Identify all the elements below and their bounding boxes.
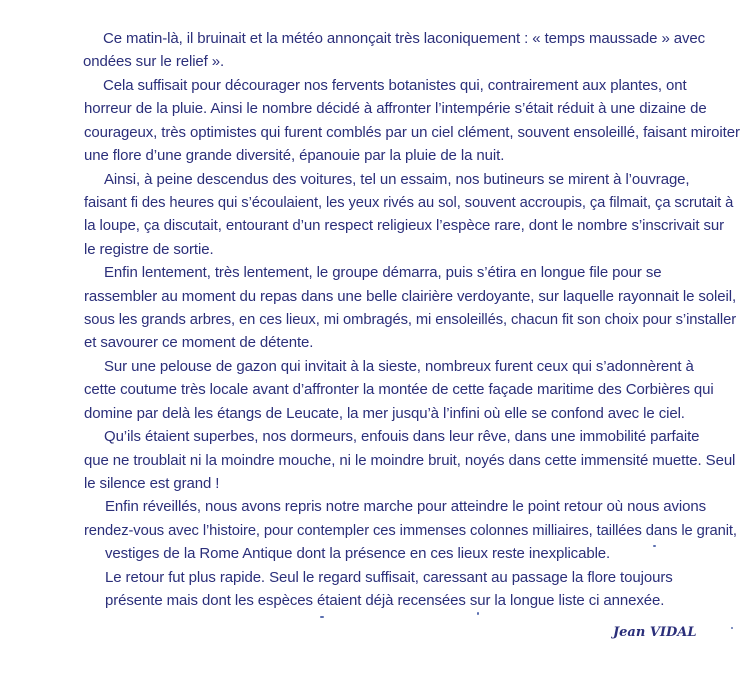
text-line: domine par delà les étangs de Leucate, la mer jusqu’à l’infini où elle se confond avec le ciel. — [84, 405, 685, 422]
text-line: présente mais dont les espèces étaient déjà recensées sur la longue liste ci annexée. — [105, 592, 665, 609]
scan-speck — [653, 545, 656, 547]
text-line: le registre de sortie. — [84, 241, 214, 258]
text-line: une flore d’une grande diversité, épanouie par la pluie de la nuit. — [84, 147, 505, 164]
text-line: vestiges de la Rome Antique dont la présence en ces lieux reste inexplicable. — [105, 545, 611, 562]
text-line: Enfin lentement, très lentement, le groupe démarra, puis s’étira en longue file pour se — [104, 264, 662, 281]
text-line: Qu’ils étaient superbes, nos dormeurs, enfouis dans leur rêve, dans une immobilité parfaite — [104, 428, 700, 445]
text-line: courageux, très optimistes qui furent comblés par un ciel clément, souvent ensoleillé, faisant miroiter — [84, 124, 740, 141]
text-line: Ce matin-là, il bruinait et la météo annonçait très laconiquement : « temps maussade » avec — [103, 30, 706, 47]
text-line: sous les grands arbres, en ces lieux, mi ombragés, mi ensoleillés, chacun fit son choix pour s’installer — [84, 312, 737, 328]
text-line: ondées sur le relief ». — [83, 53, 225, 70]
scan-speck — [731, 627, 733, 629]
text-line: Cela suffisait pour décourager nos fervents botanistes qui, contrairement aux plantes, ont — [103, 77, 687, 94]
author-signature: Jean VIDAL — [613, 625, 697, 640]
text-line: rassembler au moment du repas dans une belle clairière verdoyante, sur laquelle rayonnait le soleil, — [84, 288, 737, 305]
text-line: horreur de la pluie. Ainsi le nombre décidé à affronter l’intempérie s’était réduit à une dizaine de — [84, 100, 707, 117]
scan-speck — [320, 616, 324, 618]
text-line: le silence est grand ! — [84, 475, 220, 492]
text-line: rendez-vous avec l’histoire, pour contempler ces immenses colonnes milliaires, taillées dans le granit, — [84, 523, 737, 539]
text-line: la loupe, ça discutait, entourant d’un respect religieux l’espèce rare, dont le nombre s’inscrivait sur — [84, 217, 725, 234]
text-line: que ne troublait ni la moindre mouche, ni le moindre bruit, noyés dans cette immensité muette. Seul — [84, 452, 736, 469]
text-line: Sur une pelouse de gazon qui invitait à la sieste, nombreux furent ceux qui s’adonnèrent à — [104, 358, 694, 375]
scan-speck — [477, 612, 479, 615]
text-line: et savourer ce moment de détente. — [84, 334, 314, 351]
text-line: faisant fi des heures qui s’écoulaient, les yeux rivés au sol, souvent accroupis, ça filmait, ça scrutait à — [84, 195, 734, 211]
text-line: Ainsi, à peine descendus des voitures, tel un essaim, nos butineurs se mirent à l’ouvrage, — [104, 171, 690, 188]
text-line: cette coutume très locale avant d’affronter la montée de cette façade maritime des Corbières qui — [84, 381, 714, 398]
text-line: Enfin réveillés, nous avons repris notre marche pour atteindre le point retour où nous avions — [105, 498, 707, 515]
text-line: Le retour fut plus rapide. Seul le regard suffisait, caressant au passage la flore toujours — [105, 569, 673, 586]
